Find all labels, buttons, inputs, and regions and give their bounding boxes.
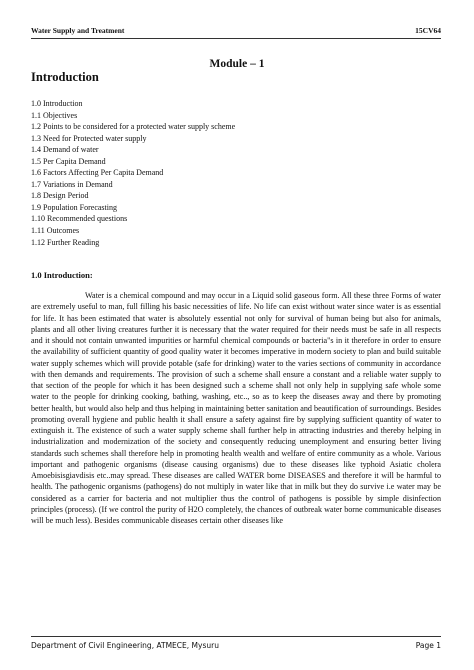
header-course-title: Water Supply and Treatment — [31, 26, 125, 35]
toc-item: 1.5 Per Capita Demand — [31, 156, 106, 166]
toc-item: 1.7 Variations in Demand — [31, 179, 113, 189]
footer-department: Department of Civil Engineering, ATMECE, Mysuru — [31, 641, 219, 650]
page-footer — [31, 641, 441, 650]
footer-divider — [31, 636, 441, 637]
toc-item: 1.12 Further Reading — [31, 237, 100, 247]
footer-page-number: Page 1 — [415, 641, 441, 650]
toc-item: 1.3 Need for Protected water supply — [31, 133, 147, 143]
toc-item: 1.0 Introduction — [31, 99, 83, 108]
intro-paragraph: Water is a chemical compound and may occur in a Liquid solid gaseous form. All these three Forms of water are extremely useful to man, full filling his basic necessities of life. No life can exist without water since water is as essential for life. It has been estimated that water is absolutely essential not only for survival of human being but also for animals, plants and all other living creatures further it is necessary that the water required for their needs must be safe in all respects and it should not contain unwanted impurities or harmful chemical compounds or bacteria"s in it therefore in order to ensure the availability of sufficient quantity of good quality water it becomes imperative in modern society to plan and build suitable water supply schemes which will provide potable (safe for drinking) water to the varies sections of community in accordance with then demands and requirements. The provision of such a scheme shall ensure a constant and a reliable water supply to that section of the people for which it has been designed such a scheme shall not only help in supplying safe whole some water to the people for drinking cooking, bathing, washing, etc.., so as to keep the diseases away and there by promoting better health, but would also help and thus helping in maintaining better sanitation and beautification of surroundings. Besides promoting overall hygiene and public health it shall ensure a safety against fire by supplying sufficient quantity of water to extinguish it. The existence of such a water supply scheme shall further help in attracting industries and thereby helping in industrialization and modernization of the society and consequently reducing unemployment and ensuring better living standards such schemes shall therefore help in promoting health wealth and welfare of entire community as a whole. Various important and pathogenic organisms (disease causing organisms) due to these diseases like typhoid Asiatic cholera Amoebisisgiavdisis etc..may spread. These diseases are called WATER borne DISEASES and therefore it will be harmful to health. The pathogenic organisms (pathogens) do not multiply in water like that in milk but they do survive i.e water may be considered as a carrier for bacteria and not multiplier thus the control of pathogens is possible by simple disinfection principles (process). (If we control the purity of H2O completely, the chances of outbreak water borne communicable diseases will be much less). Besides communicable diseases certain other diseases like — [31, 291, 441, 525]
header-divider — [31, 38, 441, 39]
page-header — [31, 26, 441, 35]
header-course-code: 15CV64 — [415, 26, 441, 35]
toc-item: 1.8 Design Period — [31, 191, 89, 201]
toc-item: 1.9 Population Forecasting — [31, 202, 117, 212]
toc-item: 1.4 Demand of water — [31, 145, 99, 155]
intro-heading: 1.0 Introduction: — [31, 270, 93, 280]
toc-item: 1.10 Recommended questions — [31, 214, 128, 224]
toc-item: 1.1 Objectives — [31, 110, 78, 120]
toc-item: 1.2 Points to be considered for a protected water supply scheme — [31, 122, 236, 132]
module-title: Module – 1 — [209, 58, 265, 70]
section-title: Introduction — [31, 70, 99, 84]
toc-item: 1.11 Outcomes — [31, 226, 80, 236]
table-of-contents — [31, 98, 235, 248]
toc-item: 1.6 Factors Affecting Per Capita Demand — [31, 168, 164, 178]
